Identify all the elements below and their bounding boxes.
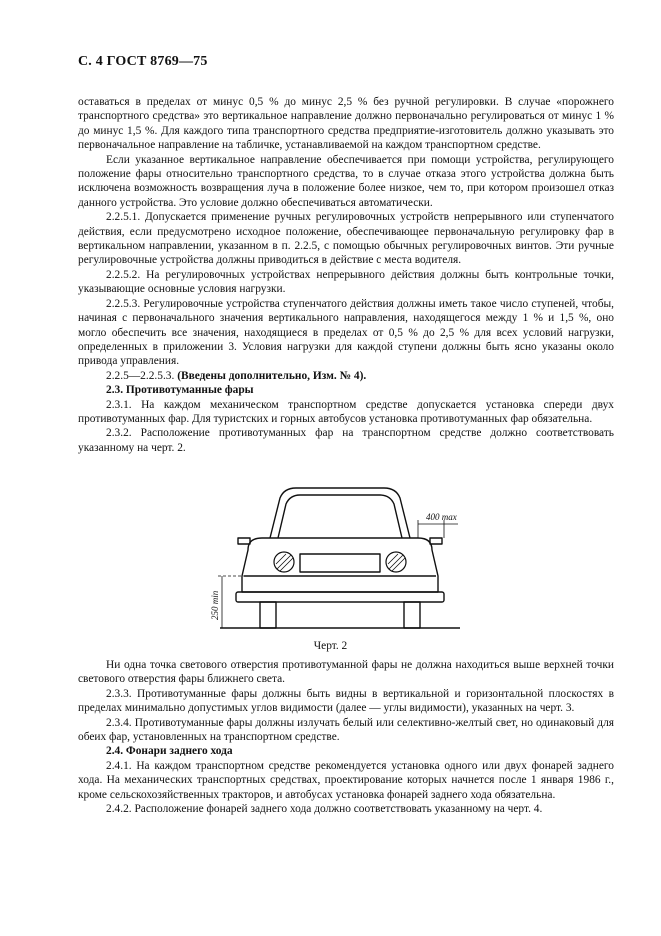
fog-lamp-left [274,552,294,572]
paragraph: 2.4.1. На каждом транспортном средстве рекомендуется установка одного или двух фонарей заднего хода. На механических транспортных средствах, проектирование которых начнется после 1 января 1986 г., кроме сельскохозяйственных тракторов, и автобусах установка фонарей заднего хода обязательна. [78,759,614,801]
text-block-top [78,95,614,455]
paragraph: 2.3.4. Противотуманные фары должны излучать белый или селективно-желтый свет, но одинаковый для обеих фар, установленных на транспортном средстве. [78,716,614,744]
dimension-label-top: 400 max [426,512,457,522]
section-heading: 2.3. Противотуманные фары [106,384,254,397]
amendment-note [78,369,614,383]
paragraph: 2.3.1. На каждом механическом транспортном средстве допускается установка спереди двух противотуманных фар. Для туристских и горных автобусов установка противотуманных фар обязательна. [78,398,614,425]
paragraph: Если указанное вертикальное направление обеспечивается при помощи устройства, регулирующего положение фары относительно транспортного средства, то в случае отказа этого устройства должна быть исключена возможность возвращения луча в положение более низкое, чем то, при котором произошел отказ данного устройства. Это условие должно обеспечиваться автоматически. [78,153,614,209]
paragraph: 2.3.3. Противотуманные фары должны быть видны в вертикальной и горизонтальной плоскостях в пределах минимально допустимых углов видимости (далее — углы видимости), указанных на черт. 3. [78,687,614,715]
dimension-label-side: 250 min [210,590,220,620]
paragraph: оставаться в пределах от минус 0,5 % до минус 2,5 % без ручной регулировки. В случае «порожнего транспортного средства» это вертикальное направление должно первоначально регулироваться от минус 1 % до минус 1,5 %. Для каждого типа транспортного средства предприятие-изготовитель должно указывать это первоначальное направление на табличке, устанавливаемой на каждом транспортном средстве. [78,96,614,152]
amendment-range: 2.2.5—2.2.5.3. [106,369,178,382]
paragraph: 2.4.2. Расположение фонарей заднего хода должно соответствовать указанному на черт. 4. [106,803,543,816]
paragraph: 2.2.5.1. Допускается применение ручных регулировочных устройств непрерывного или ступенчатого действия, если предусмотрено исходное положение, обеспечивающее первоначальную регулировку фар в вертикальном направлении, указанном в п. 2.2.5, с помощью обычных регулировочных винтов. Эти ручные регулировочные устройства должны приводиться в действие с места водителя. [78,211,614,267]
paragraph: Ни одна точка светового отверстия противотуманной фары не должна находиться выше верхней точки светового отверстия фары ближнего света. [78,659,614,686]
car-front-drawing [200,480,480,630]
text-block-bottom [78,658,614,816]
paragraph: 2.2.5.2. На регулировочных устройствах непрерывного действия должны быть контрольные точки, указывающие основные условия нагрузки. [78,268,614,296]
figure-caption: Черт. 2 [313,640,348,652]
section-heading: 2.4. Фонари заднего хода [106,745,233,758]
paragraph: 2.3.2. Расположение противотуманных фар на транспортном средстве должно соответствовать указанному на черт. 2. [78,427,614,454]
fog-lamp-right [386,552,406,572]
paragraph: 2.2.5.3. Регулировочные устройства ступенчатого действия должны иметь такое число ступеней, чтобы, начиная с первоначального значения вертикального направления, находящегося между 1 % и 1,5 %, оно могло обеспечить все значения, находящиеся в пределах от 0,5 % до 2,5 % для всех условий нагрузки, определенных в приложении 3. Условия нагрузки для каждой ступени должны быть ясно указаны около привода управления. [78,297,614,368]
page-header: С. 4 ГОСТ 8769—75 [78,54,208,69]
amendment-text: (Введены дополнительно, Изм. № 4). [177,369,367,382]
